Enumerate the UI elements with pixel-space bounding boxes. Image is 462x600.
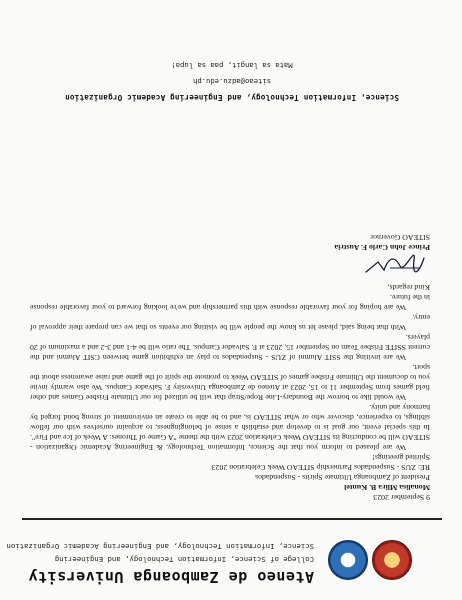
signatory-name: Prince John Carlo F. Austria <box>334 243 430 252</box>
handwritten-signature <box>360 252 430 280</box>
footer-organization: Science, Information Technology, and Engineering Academic Organization <box>64 93 400 102</box>
addressee-name: Monalisa Mlira B. Kuntel <box>344 483 430 492</box>
letter-closing: Kind regards, <box>387 283 430 292</box>
signatory-title: SITEAO Governor <box>370 233 430 242</box>
letter-subject: RE: ZUS - Suspendados Partnership SITEAO Week Celebration 2023 <box>211 463 430 472</box>
letter-greeting: Spirited greetings! <box>372 453 430 462</box>
letter-footer <box>22 61 442 102</box>
organization-name: Science, Information Technology, and Engineering Academic Organization <box>6 542 314 551</box>
addressee-title: President of Zamboanga Ultimate Spirits - Suspendados <box>255 473 430 482</box>
body-paragraph: We would like to borrow the Boundary-Line Rope/Strap that will be utilized for our Ultimate Frisbee Games and other field games from September 11 to 15, 2023 at Ateneo de Zamboanga University F. Salvador Campus. We also warmly invite you to document the Ultimate Frisbee games of SITEAO Week to promote the spirit of the game and raise awareness about the sport. <box>30 363 430 402</box>
body-paragraph: We are hoping for your favorable response with this partnership and we're looking forward to your favorable response in the future. <box>30 293 430 312</box>
body-paragraph: We are inviting the SSIT Alumni of ZUS - Suspendados to play an exhibition game between CSIT Alumni and the current SSITE Frisbee Team on September 15, 2023 at F. Salvador Campus. The ratio will be 4-1 and 3-2 and a maximum of 20 players. <box>30 333 430 362</box>
body-paragraph: We are pleased to inform you that the Science, Information Technology, & Engineering Academic Organization - SITEAO will be conducting its SITEAO Week Celebration 2023 with the theme "A Game of Thrones: A Week of Ice and Fire". In this special event, our goal is to develop and establish a sense of belongingness, to acquaint ourselves with our fellow siblings, to experience, discover who or what SITEAO is, and to be able to create an environment of strong bond forged by harmony and unity. <box>30 403 430 452</box>
footer-email: siteao@adzu.edu.ph <box>193 77 271 86</box>
footer-motto: Mata sa langit, paa sa lupa! <box>171 61 293 70</box>
university-seal-logo <box>372 540 412 580</box>
body-paragraph: With that being said, please let us know the people will be visiting our events so that we can prepare their approval of entry. <box>30 313 430 332</box>
college-name: College of Science, Information Technology, and Engineering <box>54 555 314 564</box>
university-name: Ateneo de Zamboanga University <box>28 568 314 586</box>
header-divider <box>22 518 442 520</box>
letter-body <box>30 232 430 502</box>
letterhead <box>6 528 412 590</box>
letter-date: 9 September 2023 <box>373 493 430 502</box>
organization-seal-logo <box>328 540 368 580</box>
